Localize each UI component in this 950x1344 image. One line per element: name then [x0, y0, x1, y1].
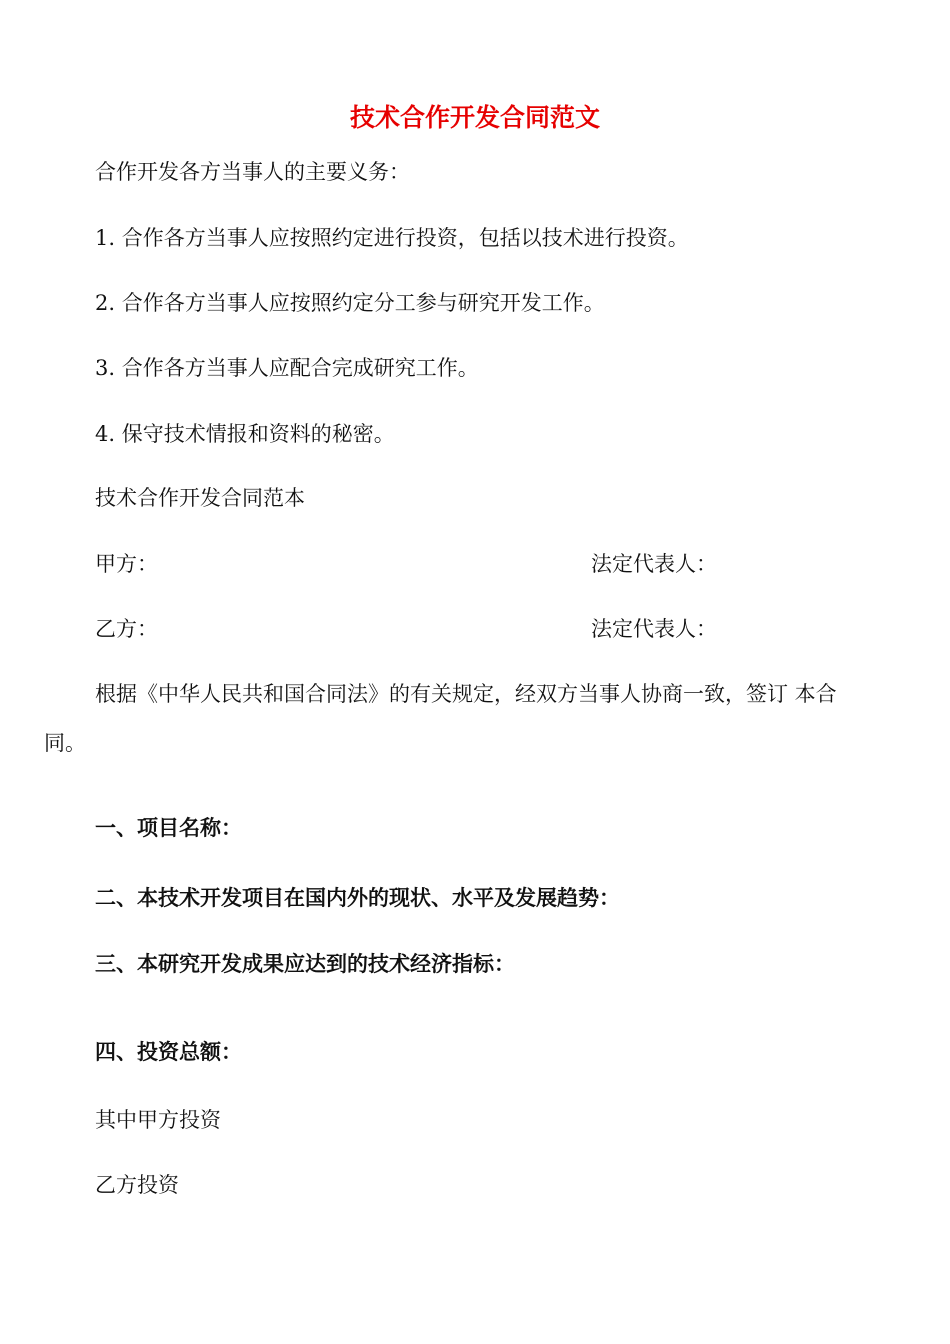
section-heading-2: 二、本技术开发项目在国内外的现状、水平及发展趋势： — [95, 885, 620, 910]
obligation-item-1: 1. 合作各方当事人应按照约定进行投资，包括以技术进行投资。 — [95, 226, 689, 250]
obligation-item-3: 3. 合作各方当事人应配合完成研究工作。 — [95, 356, 479, 380]
section-heading-4: 四、投资总额： — [95, 1039, 242, 1064]
section-heading-1: 一、项目名称： — [95, 815, 242, 840]
section-heading-3: 三、本研究开发成果应达到的技术经济指标： — [95, 951, 515, 976]
obligation-item-4: 4. 保守技术情报和资料的秘密。 — [95, 422, 395, 446]
party-b-representative-label: 法定代表人： — [591, 617, 717, 641]
document-title: 技术合作开发合同范文 — [349, 103, 600, 132]
intro-text: 合作开发各方当事人的主要义务： — [95, 160, 410, 184]
party-a-label: 甲方： — [95, 552, 158, 576]
template-title: 技术合作开发合同范本 — [95, 486, 305, 510]
investment-party-a: 其中甲方投资 — [95, 1108, 221, 1132]
obligation-item-2: 2. 合作各方当事人应按照约定分工参与研究开发工作。 — [95, 291, 605, 315]
contract-basis-line-1: 根据《中华人民共和国合同法》的有关规定，经双方当事人协商一致，签订 本合 — [95, 682, 837, 706]
party-a-representative-label: 法定代表人： — [591, 552, 717, 576]
party-b-label: 乙方： — [95, 617, 158, 641]
investment-party-b: 乙方投资 — [95, 1173, 179, 1197]
contract-basis-line-2: 同。 — [44, 731, 86, 755]
